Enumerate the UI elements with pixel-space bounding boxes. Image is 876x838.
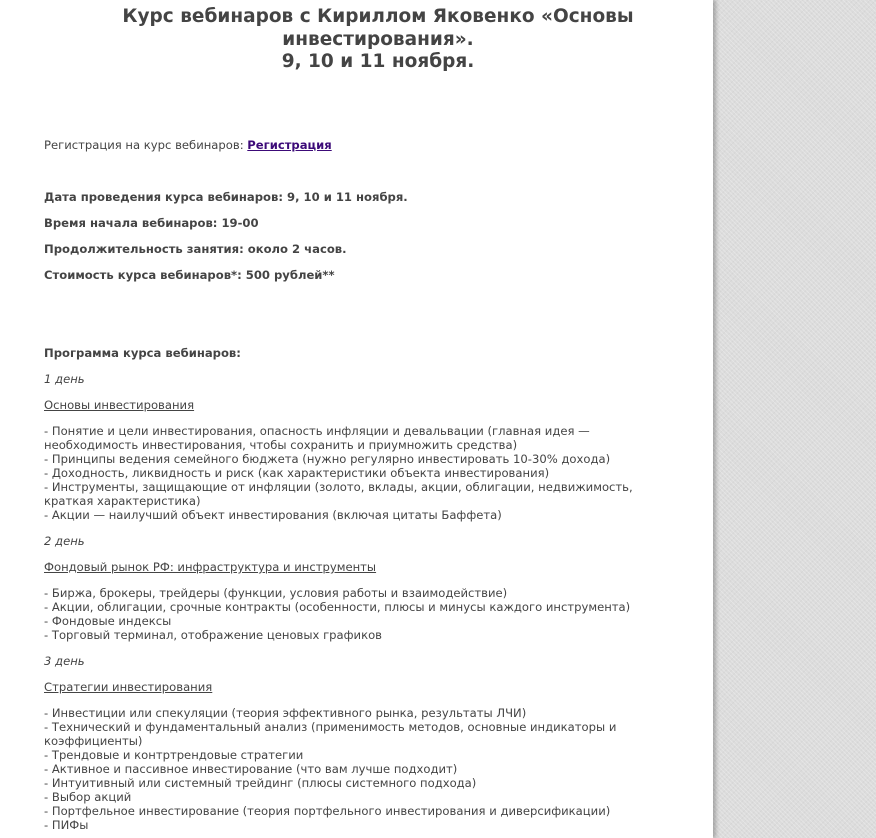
title-line: Курс вебинаров с Кириллом Яковенко «Основы инвестирования». [122, 6, 634, 50]
list-item: - Доходность, ликвидность и риск (как характеристики объекта инвестирования) [44, 466, 550, 480]
day-topic: Фондовый рынок РФ: инфраструктура и инструменты [44, 560, 377, 574]
duration-info: Продолжительность занятия: около 2 часов. [44, 242, 347, 256]
list-item: - Интуитивный или системный трейдинг (плюсы системного подхода) [44, 776, 477, 790]
day-label: 1 день [44, 372, 85, 386]
title-dates: 9, 10 и 11 ноября. [281, 51, 475, 72]
day-items [44, 586, 676, 642]
list-item: - Технический и фундаментальный анализ (применимость методов, основные индикаторы и коэффициенты) [44, 720, 617, 748]
day-items [44, 706, 676, 832]
time-info: Время начала вебинаров: 19-00 [44, 216, 259, 230]
list-item: - Активное и пассивное инвестирование (что вам лучше подходит) [44, 762, 458, 776]
date-info: Дата проведения курса вебинаров: 9, 10 и 11 ноября. [44, 190, 408, 204]
list-item: - Трендовые и контртрендовые стратегии [44, 748, 304, 762]
price-info: Стоимость курса вебинаров*: 500 рублей** [44, 268, 335, 282]
day-items [44, 424, 676, 522]
day-topic: Основы инвестирования [44, 398, 195, 412]
list-item: - Портфельное инвестирование (теория портфельного инвестирования и диверсификации) [44, 804, 611, 818]
list-item: - Торговый терминал, отображение ценовых графиков [44, 628, 383, 642]
program-heading: Программа курса вебинаров: [44, 346, 241, 360]
list-item: - Инвестиции или спекуляции (теория эффективного рынка, результаты ЛЧИ) [44, 706, 527, 720]
registration-link[interactable]: Регистрация [247, 138, 332, 152]
list-item: - ПИФы [44, 818, 89, 832]
day-topic: Стратегии инвестирования [44, 680, 213, 694]
registration-label: Регистрация на курс вебинаров: [44, 138, 248, 152]
list-item: - Акции — наилучший объект инвестирования (включая цитаты Баффета) [44, 508, 502, 522]
list-item: - Фондовые индексы [44, 614, 172, 628]
list-item: - Акции, облигации, срочные контракты (особенности, плюсы и минусы каждого инструмента) [44, 600, 631, 614]
list-item: - Выбор акций [44, 790, 132, 804]
list-item: - Принципы ведения семейного бюджета (нужно регулярно инвестировать 10-30% дохода) [44, 452, 611, 466]
day-label: 2 день [44, 534, 85, 548]
page-title [40, 6, 716, 74]
registration-line [44, 138, 676, 152]
list-item: - Биржа, брокеры, трейдеры (функции, условия работы и взаимодействие) [44, 586, 508, 600]
day-label: 3 день [44, 654, 85, 668]
list-item: - Инструменты, защищающие от инфляции (золото, вклады, акции, облигации, недвижимость, краткая характеристика) [44, 480, 633, 508]
list-item: - Понятие и цели инвестирования, опасность инфляции и девальвации (главная идея — необходимость инвестирования, чтобы сохранить и приумножить средства) [44, 424, 590, 452]
